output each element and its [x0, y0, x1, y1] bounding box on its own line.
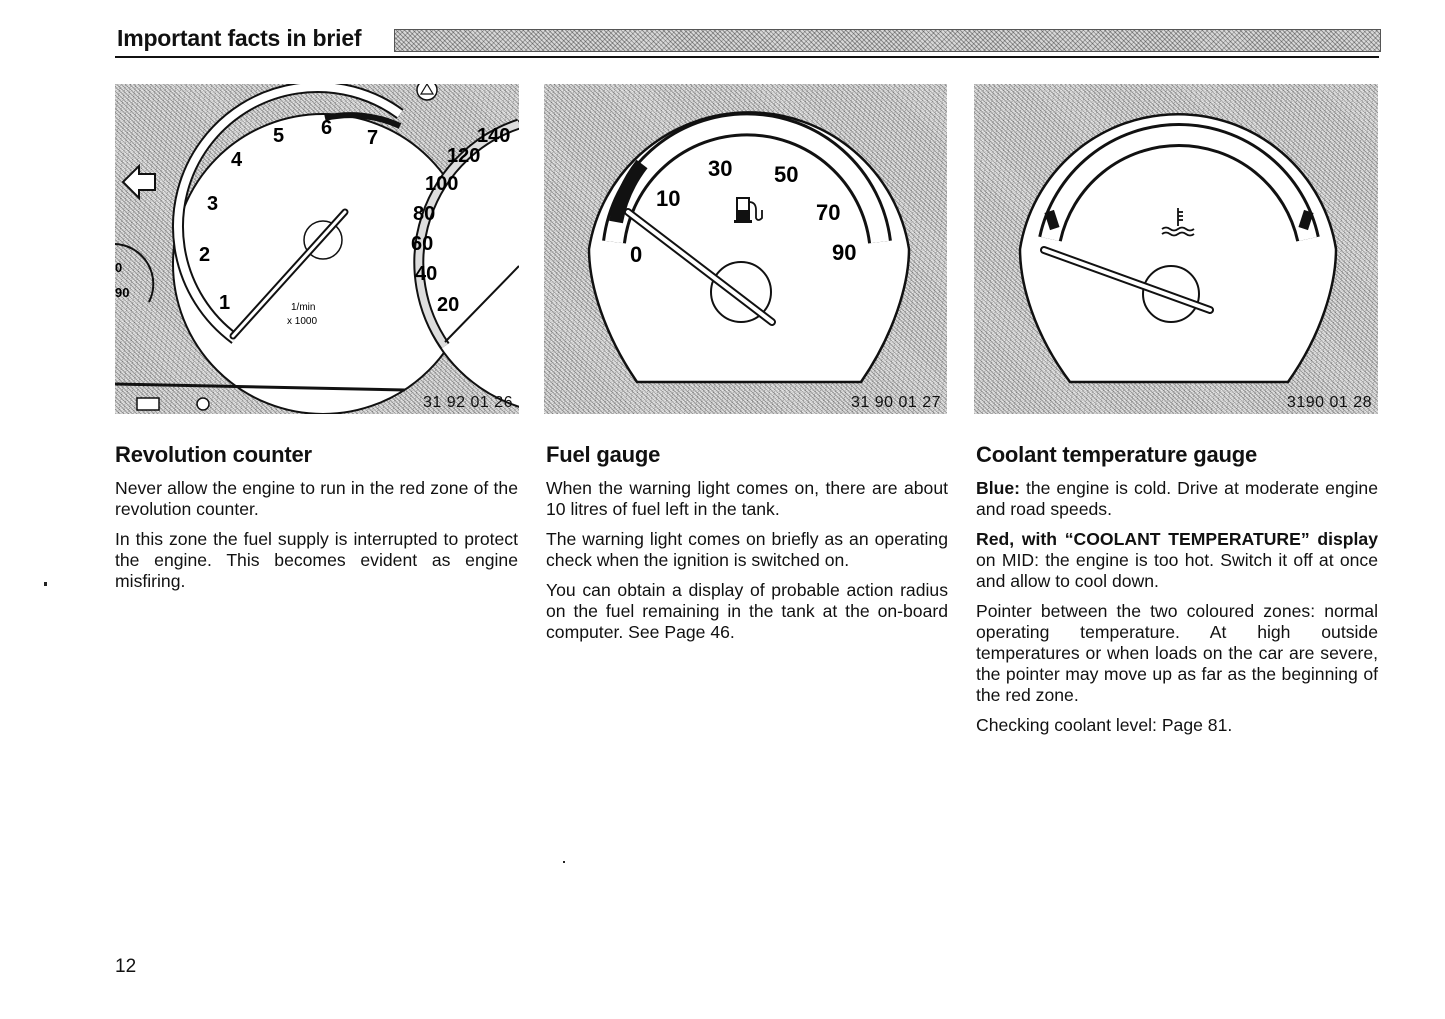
tachometer-illustration	[115, 84, 519, 414]
svg-text:3: 3	[207, 193, 219, 215]
page-number: 12	[115, 956, 137, 977]
svg-text:6: 6	[321, 117, 333, 139]
svg-text:50: 50	[774, 162, 799, 187]
svg-text:1: 1	[219, 292, 231, 314]
paragraph: Pointer between the two coloured zones: normal operating temperature. At high outside temperatures or when loads on the car are severe, the pointer may move up as far as the beginning of the red zone.	[976, 601, 1378, 705]
svg-text:120: 120	[447, 145, 481, 167]
svg-text:0: 0	[630, 242, 643, 267]
coolant-gauge-illustration	[974, 84, 1378, 414]
svg-text:5: 5	[273, 125, 285, 147]
coolant-gauge-section	[976, 442, 1378, 745]
scan-artifact-dot	[563, 861, 565, 863]
bold-lead: Blue:	[976, 478, 1020, 498]
svg-text:60: 60	[411, 233, 434, 255]
paragraph: You can obtain a display of probable action radius on the fuel remaining in the tank at the on-board computer. See Page 46.	[546, 580, 948, 642]
headlight-icon	[197, 398, 209, 410]
page-title: Important facts in brief	[117, 25, 362, 51]
svg-text:90: 90	[115, 285, 130, 300]
page-header	[115, 22, 1379, 56]
header-rule	[115, 56, 1379, 58]
svg-text:10: 10	[656, 186, 681, 211]
paragraph: The warning light comes on briefly as an operating check when the ignition is switched on.	[546, 529, 948, 570]
svg-text:40: 40	[415, 263, 438, 285]
svg-text:7: 7	[367, 127, 379, 149]
svg-text:4: 4	[231, 149, 243, 171]
bold-lead: Red, with “COOLANT TEMPERATURE” display	[976, 529, 1378, 549]
fuel-gauge-figure	[544, 84, 947, 414]
fuel-gauge-section	[546, 442, 948, 652]
scan-artifact-dot	[44, 582, 47, 586]
svg-text:100: 100	[425, 173, 459, 195]
paragraph: In this zone the fuel supply is interrupted to protect the engine. This becomes evident as engine misfiring.	[115, 529, 518, 591]
svg-text:x 1000: x 1000	[287, 316, 318, 327]
section-title: Coolant temperature gauge	[976, 442, 1258, 467]
revolution-counter-figure	[115, 84, 519, 414]
svg-text:0: 0	[115, 260, 123, 275]
svg-text:140: 140	[477, 125, 511, 147]
figure-code: 3190 01 28	[1286, 394, 1372, 411]
svg-text:80: 80	[413, 203, 436, 225]
coolant-gauge-figure	[974, 84, 1378, 414]
svg-text:30: 30	[708, 156, 733, 181]
paragraph: Blue: the engine is cold. Drive at moderate engine and road speeds.	[976, 478, 1378, 519]
figure-code: 31 90 01 27	[850, 394, 941, 411]
svg-text:90: 90	[832, 240, 857, 265]
svg-text:2: 2	[199, 244, 211, 266]
header-decorative-bar	[394, 29, 1381, 52]
section-title: Revolution counter	[115, 442, 312, 467]
paragraph: Red, with “COOLANT TEMPERATURE” display on MID: the engine is too hot. Switch it off at once and allow to cool down.	[976, 529, 1378, 591]
turn-signal-arrow-icon	[123, 166, 155, 198]
paragraph: When the warning light comes on, there are about 10 litres of fuel left in the tank.	[546, 478, 948, 519]
svg-text:20: 20	[437, 294, 460, 316]
paragraph: Never allow the engine to run in the red zone of the revolution counter.	[115, 478, 518, 519]
battery-icon	[137, 398, 159, 410]
figure-code: 31 92 01 26	[422, 394, 513, 411]
section-title: Fuel gauge	[546, 442, 661, 467]
revolution-counter-section	[115, 442, 518, 601]
paragraph: Checking coolant level: Page 81.	[976, 715, 1233, 735]
fuel-gauge-illustration	[544, 84, 947, 414]
svg-text:1/min: 1/min	[291, 302, 316, 313]
svg-text:70: 70	[816, 200, 841, 225]
